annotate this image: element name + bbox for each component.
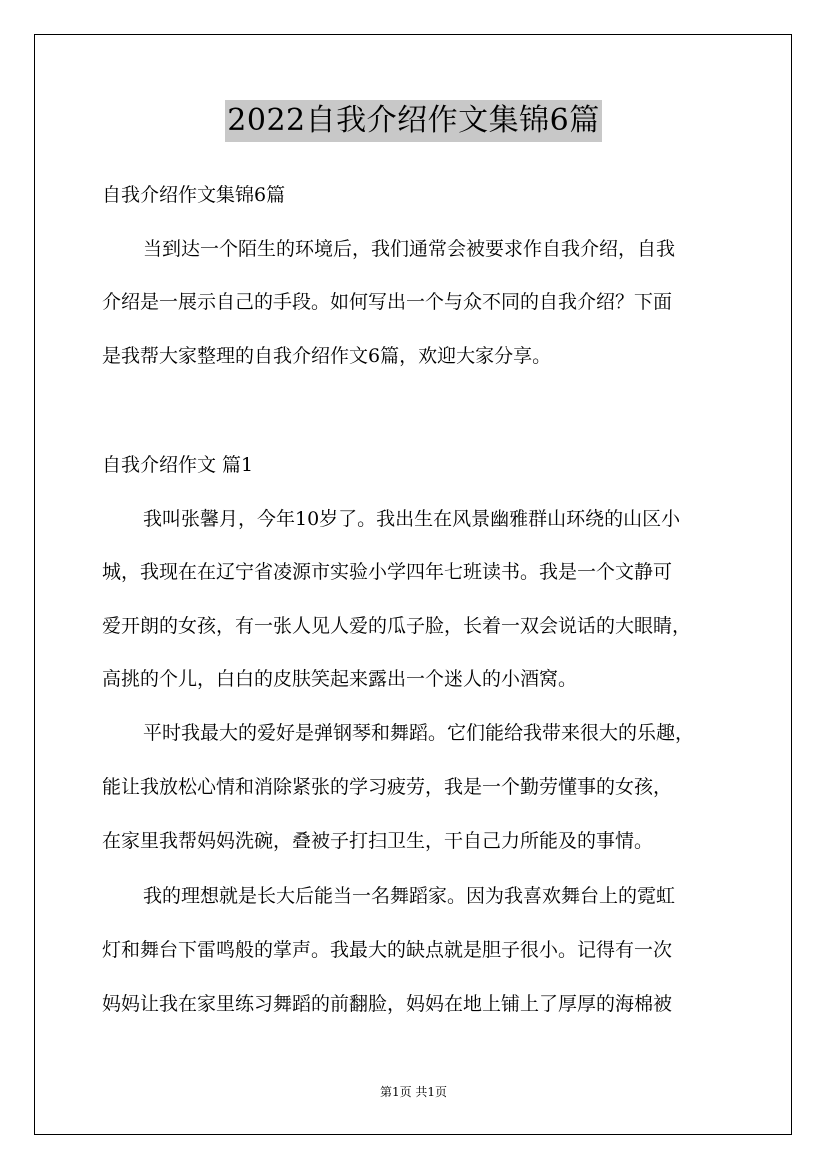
paragraph2-line-2: 能让我放松心情和消除紧张的学习疲劳，我是一个勤劳懂事的女孩， (102, 776, 673, 798)
document-title: 2022自我介绍作文集锦6篇 (225, 100, 601, 142)
section-heading: 自我介绍作文 篇1 (102, 454, 254, 476)
title-container (0, 100, 827, 142)
paragraph2-line-3: 在家里我帮妈妈洗碗，叠被子打扫卫生，干自己力所能及的事情。 (102, 830, 654, 852)
intro-line-1: 当到达一个陌生的环境后，我们通常会被要求作自我介绍，自我 (143, 238, 676, 260)
paragraph1-line-3: 爱开朗的女孩，有一张人见人爱的瓜子脸，长着一双会说话的大眼睛， (102, 615, 692, 637)
paragraph1-line-1: 我叫张馨月，今年10岁了。我出生在风景幽雅群山环绕的山区小 (143, 508, 681, 530)
page-footer: 第1页 共1页 (379, 1085, 448, 1099)
paragraph3-line-1: 我的理想就是长大后能当一名舞蹈家。因为我喜欢舞台上的霓虹 (143, 885, 676, 907)
intro-line-2: 介绍是一展示自己的手段。如何写出一个与众不同的自我介绍？下面 (102, 291, 673, 313)
intro-line-3: 是我帮大家整理的自我介绍作文6篇，欢迎大家分享。 (102, 345, 552, 367)
paragraph1-line-2: 城，我现在在辽宁省凌源市实验小学四年七班读书。我是一个文静可 (102, 561, 673, 583)
document-subtitle: 自我介绍作文集锦6篇 (102, 184, 286, 206)
paragraph3-line-2: 灯和舞台下雷鸣般的掌声。我最大的缺点就是胆子很小。记得有一次 (102, 939, 673, 961)
paragraph2-line-1: 平时我最大的爱好是弹钢琴和舞蹈。它们能给我带来很大的乐趣， (143, 722, 695, 744)
paragraph3-line-3: 妈妈让我在家里练习舞蹈的前翻脸，妈妈在地上铺上了厚厚的海棉被 (102, 993, 673, 1015)
paragraph1-line-4: 高挑的个儿，白白的皮肤笑起来露出一个迷人的小酒窝。 (102, 668, 578, 690)
